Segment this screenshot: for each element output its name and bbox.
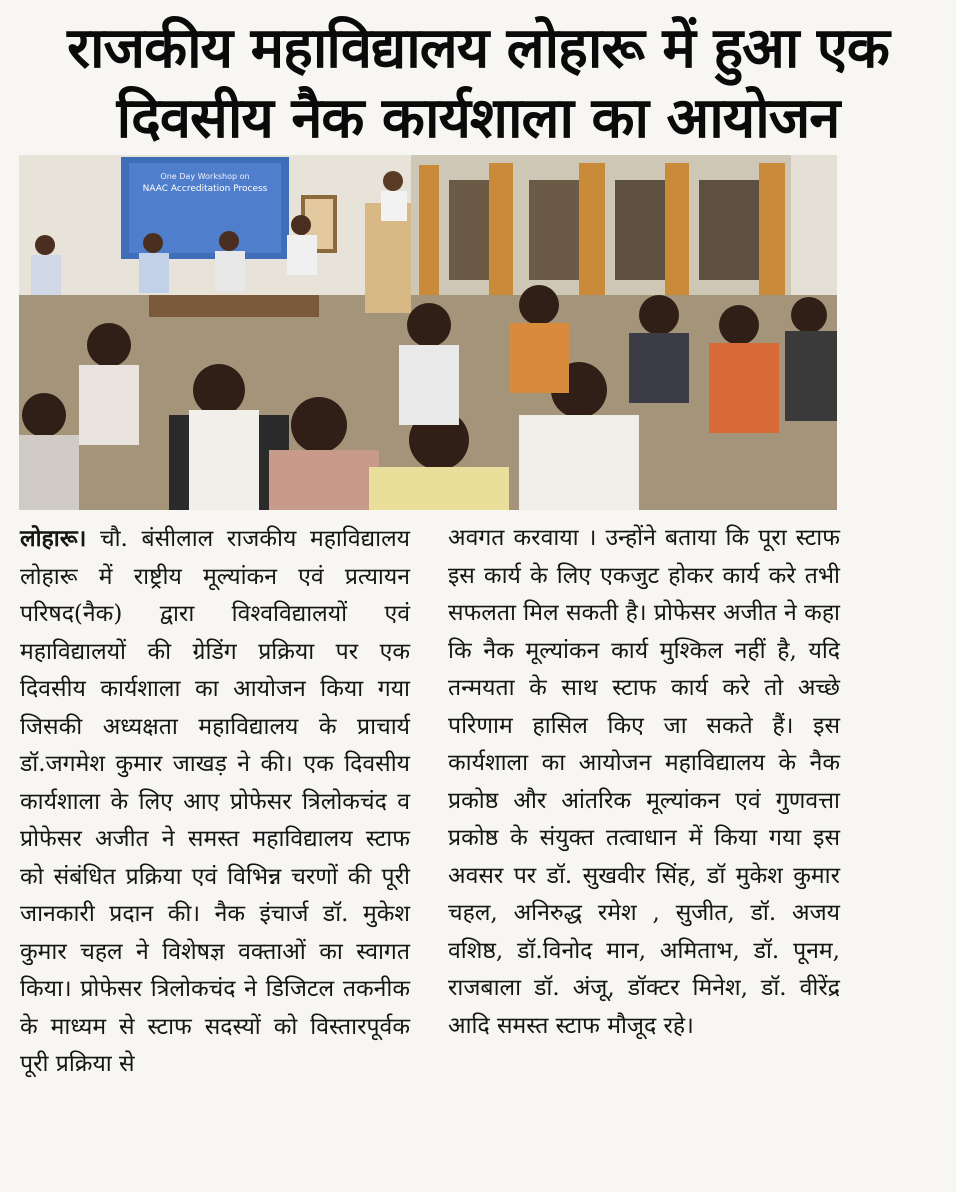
workshop-photo [19, 155, 837, 510]
article-column-left [20, 520, 410, 1084]
workshop-photo-illustration [19, 155, 837, 510]
dateline: लोहारू। [20, 525, 87, 552]
slide-title: NAAC Accreditation Process [142, 184, 268, 194]
headline: राजकीय महाविद्यालय लोहारू में हुआ एक दिवसीय नैक कार्यशाला का आयोजन [67, 16, 889, 151]
article-column-right [448, 520, 840, 1045]
article-text-left: चौ. बंसीलाल राजकीय महाविद्यालय लोहारू में राष्ट्रीय मूल्यांकन एवं प्रत्यायन परिषद(नैक) द्वारा विश्वविद्यालयों एवं महाविद्यालयों की ग्रेडिंग प्रक्रिया पर एक दिवसीय कार्यशाला का आयोजन किया गया जिसकी अध्यक्षता महाविद्यालय के प्राचार्य डॉ.जगमेश कुमार जाखड़ ने की। एक दिवसीय कार्यशाला के लिए आए प्रोफेसर त्रिलोकचंद व प्रोफेसर अजीत ने समस्त महाविद्यालय स्टाफ को संबंधित प्रक्रिया एवं विभिन्न चरणों की पूरी जानकारी प्रदान की। नैक इंचार्ज डॉ. मुकेश कुमार चहल ने विशेषज्ञ वक्ताओं का स्वागत किया। प्रोफेसर त्रिलोकचंद ने डिजिटल तकनीक के माध्यम से स्टाफ सदस्यों को विस्तारपूर्वक पूरी प्रक्रिया से [20, 526, 410, 1077]
article-text-right: अवगत करवाया । उन्होंने बताया कि पूरा स्टाफ इस कार्य के लिए एकजुट होकर कार्य करे तभी सफलता मिल सकती है। प्रोफेसर अजीत ने कहा कि नैक मूल्यांकन कार्य मुश्किल नहीं है, यदि तन्मयता के साथ स्टाफ कार्य करे तो अच्छे परिणाम हासिल किए जा सकते हैं। इस कार्यशाला का आयोजन महाविद्यालय के नैक प्रकोष्ठ और आंतरिक मूल्यांकन एवं गुणवत्ता प्रकोष्ठ के संयुक्त तत्वाधान में किया गया इस अवसर पर डॉ. सुखवीर सिंह, डॉ मुकेश कुमार चहल, अनिरुद्ध रमेश , सुजीत, डॉ. अजय वशिष्ठ, डॉ.विनोद मान, अमिताभ, डॉ. पूनम, राजबाला डॉ. अंजू, डॉक्टर मिनेश, डॉ. वीरेंद्र आदि समस्त स्टाफ मौजूद रहे। [448, 525, 840, 1039]
slide-subtitle: One Day Workshop on [160, 172, 250, 181]
